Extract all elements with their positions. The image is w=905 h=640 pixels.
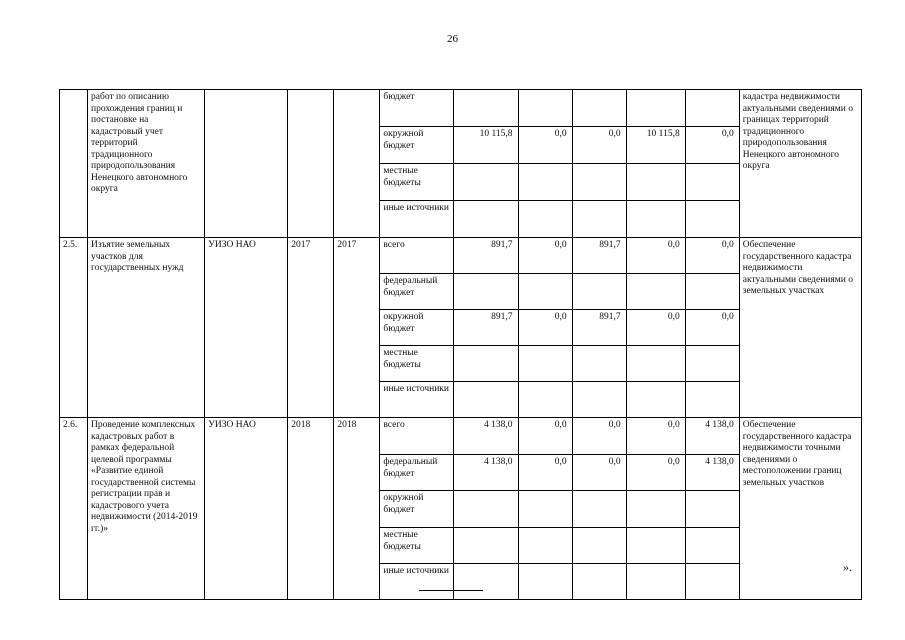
amount-y2020-cell — [685, 346, 739, 382]
amount-y2019-cell: 0,0 — [626, 418, 685, 455]
amount-y2017-cell — [518, 274, 572, 310]
amount-y2020-cell — [685, 528, 739, 564]
amount-total-cell — [454, 382, 518, 418]
amount-y2017-cell: 0,0 — [518, 310, 572, 346]
amount-y2019-cell — [626, 201, 685, 238]
amount-y2018-cell: 891,7 — [572, 238, 626, 274]
amount-total-cell — [454, 90, 518, 127]
executor-cell: УИЗО НАО — [205, 238, 288, 418]
source-cell: окружной бюджет — [380, 127, 454, 164]
row-number: 2.5. — [60, 238, 88, 418]
table-row — [60, 238, 862, 274]
amount-total-cell — [454, 201, 518, 238]
amount-total-cell — [454, 274, 518, 310]
amount-y2017-cell: 0,0 — [518, 127, 572, 164]
amount-y2018-cell — [572, 491, 626, 528]
amount-y2019-cell — [626, 382, 685, 418]
amount-y2020-cell: 0,0 — [685, 127, 739, 164]
source-cell: окружной бюджет — [380, 310, 454, 346]
source-cell: всего — [380, 238, 454, 274]
source-cell: местные бюджеты — [380, 346, 454, 382]
source-cell: федеральный бюджет — [380, 455, 454, 491]
measure-cell: работ по описанию прохождения границ и постановке на кадастровый учет территорий традиционного природопользования Ненецкого автономного округа — [88, 90, 205, 238]
amount-total-cell: 10 115,8 — [454, 127, 518, 164]
amount-y2017-cell — [518, 90, 572, 127]
amount-y2017-cell — [518, 201, 572, 238]
amount-y2020-cell: 4 138,0 — [685, 455, 739, 491]
source-cell: бюджет — [380, 90, 454, 127]
amount-y2019-cell — [626, 346, 685, 382]
amount-y2020-cell — [685, 164, 739, 201]
amount-total-cell — [454, 564, 518, 600]
source-cell: местные бюджеты — [380, 528, 454, 564]
end-year-cell: 2018 — [334, 418, 380, 600]
page-number: 26 — [447, 33, 458, 45]
amount-total-cell — [454, 528, 518, 564]
closing-quote: ». — [843, 560, 852, 574]
start-year-cell: 2018 — [288, 418, 334, 600]
amount-y2020-cell — [685, 90, 739, 127]
measure-cell: Изъятие земельных участков для государственных нужд — [88, 238, 205, 418]
source-cell: иные источники — [380, 564, 454, 600]
result-cell: Обеспечение государственного кадастра недвижимости актуальными сведениями о земельных участках — [739, 238, 861, 418]
amount-y2019-cell: 10 115,8 — [626, 127, 685, 164]
amount-y2017-cell: 0,0 — [518, 238, 572, 274]
source-cell: иные источники — [380, 382, 454, 418]
amount-y2019-cell: 0,0 — [626, 238, 685, 274]
amount-y2018-cell — [572, 201, 626, 238]
result-cell: Обеспечение государственного кадастра недвижимости точными сведениями о местоположении границ земельных участков — [739, 418, 861, 600]
result-cell: кадастра недвижимости актуальными сведениями о границах территорий традиционного природопользования Ненецкого автономного округа — [739, 90, 861, 238]
amount-y2018-cell: 891,7 — [572, 310, 626, 346]
amount-y2019-cell — [626, 164, 685, 201]
amount-y2017-cell: 0,0 — [518, 455, 572, 491]
table-row — [60, 418, 862, 455]
amount-y2018-cell — [572, 274, 626, 310]
amount-y2020-cell: 0,0 — [685, 310, 739, 346]
amount-y2018-cell: 0,0 — [572, 455, 626, 491]
amount-y2019-cell — [626, 90, 685, 127]
amount-y2017-cell — [518, 164, 572, 201]
amount-y2017-cell — [518, 382, 572, 418]
amount-total-cell — [454, 164, 518, 201]
amount-y2019-cell: 0,0 — [626, 455, 685, 491]
source-cell: всего — [380, 418, 454, 455]
footer-rule — [419, 590, 483, 591]
amount-total-cell: 891,7 — [454, 238, 518, 274]
amount-y2017-cell — [518, 491, 572, 528]
amount-y2017-cell — [518, 564, 572, 600]
amount-total-cell: 4 138,0 — [454, 455, 518, 491]
amount-total-cell — [454, 491, 518, 528]
amount-y2019-cell — [626, 528, 685, 564]
amount-y2017-cell: 0,0 — [518, 418, 572, 455]
amount-y2018-cell — [572, 564, 626, 600]
start-year-cell: 2017 — [288, 238, 334, 418]
table-body — [60, 90, 862, 600]
amount-y2019-cell — [626, 564, 685, 600]
amount-y2020-cell: 4 138,0 — [685, 418, 739, 455]
amount-y2020-cell — [685, 201, 739, 238]
amount-y2017-cell — [518, 528, 572, 564]
amount-y2020-cell — [685, 382, 739, 418]
amount-total-cell: 891,7 — [454, 310, 518, 346]
amount-y2020-cell: 0,0 — [685, 238, 739, 274]
amount-y2018-cell — [572, 528, 626, 564]
amount-y2019-cell — [626, 491, 685, 528]
source-cell: местные бюджеты — [380, 164, 454, 201]
amount-y2018-cell — [572, 164, 626, 201]
amount-y2019-cell: 0,0 — [626, 310, 685, 346]
source-cell: федеральный бюджет — [380, 274, 454, 310]
amount-total-cell: 4 138,0 — [454, 418, 518, 455]
executor-cell: УИЗО НАО — [205, 418, 288, 600]
program-table — [59, 89, 862, 600]
amount-total-cell — [454, 346, 518, 382]
amount-y2018-cell: 0,0 — [572, 418, 626, 455]
table-row — [60, 90, 862, 127]
amount-y2020-cell — [685, 564, 739, 600]
amount-y2018-cell — [572, 90, 626, 127]
end-year-cell — [334, 90, 380, 238]
amount-y2019-cell — [626, 274, 685, 310]
amount-y2020-cell — [685, 274, 739, 310]
amount-y2018-cell — [572, 346, 626, 382]
source-cell: иные источники — [380, 201, 454, 238]
executor-cell — [205, 90, 288, 238]
amount-y2020-cell — [685, 491, 739, 528]
end-year-cell: 2017 — [334, 238, 380, 418]
amount-y2017-cell — [518, 346, 572, 382]
amount-y2018-cell — [572, 382, 626, 418]
source-cell: окружной бюджет — [380, 491, 454, 528]
row-number: 2.6. — [60, 418, 88, 600]
amount-y2018-cell: 0,0 — [572, 127, 626, 164]
measure-cell: Проведение комплексных кадастровых работ в рамках федеральной целевой программы «Развитие единой государственной системы регистрации прав и кадастрового учета недвижимости (2014-2019 гг.)» — [88, 418, 205, 600]
start-year-cell — [288, 90, 334, 238]
row-number — [60, 90, 88, 238]
